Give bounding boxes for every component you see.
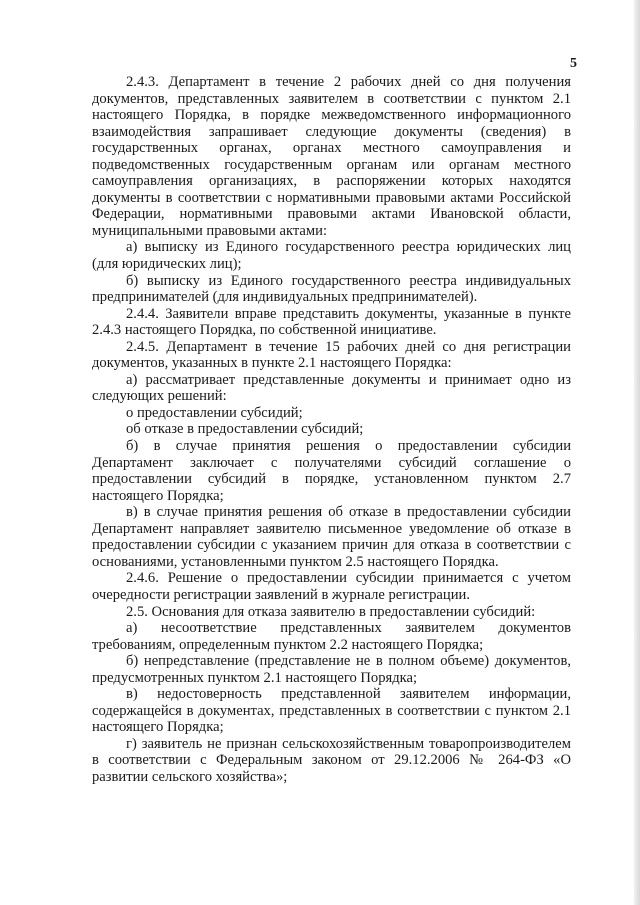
paragraph-2-5: 2.5. Основания для отказа заявителю в предоставлении субсидий: bbox=[126, 603, 536, 620]
decision-refuse: об отказе в предоставлении субсидий; bbox=[126, 421, 364, 438]
decision-grant: о предоставлении субсидий; bbox=[126, 404, 303, 421]
document-body bbox=[92, 74, 571, 786]
page-number: 5 bbox=[570, 56, 577, 71]
paragraph-2-4-5: 2.4.5. Департамент в течение 15 рабочих дней со дня регистрации документов, указанных в пункте 2.1 настоящего Порядка: bbox=[92, 338, 571, 372]
list-item-b-agreement: б) в случае принятия решения о предоставлении субсидии Департамент заключает с получателями субсидий соглашение о предоставлении субсидий в порядке, установленном пунктом 2.7 настоящего Порядка; bbox=[92, 438, 571, 504]
paragraph-2-4-4: 2.4.4. Заявители вправе представить документы, указанные в пункте 2.4.3 настоящего Порядка, по собственной инициативе. bbox=[92, 305, 571, 339]
refusal-ground-c: в) недостоверность представленной заявителем информации, содержащейся в документах, представленных в соответствии с пунктом 2.1 настоящего Порядка; bbox=[92, 686, 571, 736]
list-item-a-egrul: а) выписку из Единого государственного реестра юридических лиц (для юридических лиц); bbox=[92, 239, 571, 273]
scan-edge-shadow bbox=[634, 0, 640, 905]
list-item-a-review: а) рассматривает представленные документы и принимает одно из следующих решений: bbox=[92, 371, 571, 405]
refusal-ground-a: а) несоответствие представленных заявителем документов требованиям, определенным пунктом 2.2 настоящего Порядка; bbox=[92, 620, 571, 653]
refusal-ground-d: г) заявитель не признан сельскохозяйственным товаропроизводителем в соответствии с Федеральным законом от 29.12.2006 № 264-ФЗ «О развитии сельского хозяйства»; bbox=[92, 735, 571, 785]
list-item-b-egrip: б) выписку из Единого государственного реестра индивидуальных предпринимателей (для индивидуальных предпринимателей). bbox=[92, 272, 571, 306]
paragraph-2-4-6: 2.4.6. Решение о предоставлении субсидии принимается с учетом очередности регистрации заявлений в журнале регистрации. bbox=[92, 570, 571, 603]
list-item-c-notice: в) в случае принятия решения об отказе в предоставлении субсидии Департамент направляет заявителю письменное уведомление об отказе в предоставлении субсидии с указанием причин для отказа в соответствии с основаниями, установленными пунктом 2.5 настоящего Порядка. bbox=[92, 504, 571, 570]
refusal-ground-b: б) непредставление (представление не в полном объеме) документов, предусмотренных пунктом 2.1 настоящего Порядка; bbox=[92, 653, 571, 686]
paragraph-2-4-3: 2.4.3. Департамент в течение 2 рабочих дней со дня получения документов, представленных заявителем в соответствии с пунктом 2.1 настоящего Порядка, в порядке межведомственного информационного взаимодействия запрашивает следующие документы (сведения) в государственных органах, органах местного самоуправления и подведомственных государственным органам или органам местного самоуправления организациях, в распоряжении которых находятся документы в соответствии с нормативными правовыми актами Российской Федерации, нормативными правовыми актами Ивановской области, муниципальными правовыми актами: bbox=[92, 74, 571, 239]
